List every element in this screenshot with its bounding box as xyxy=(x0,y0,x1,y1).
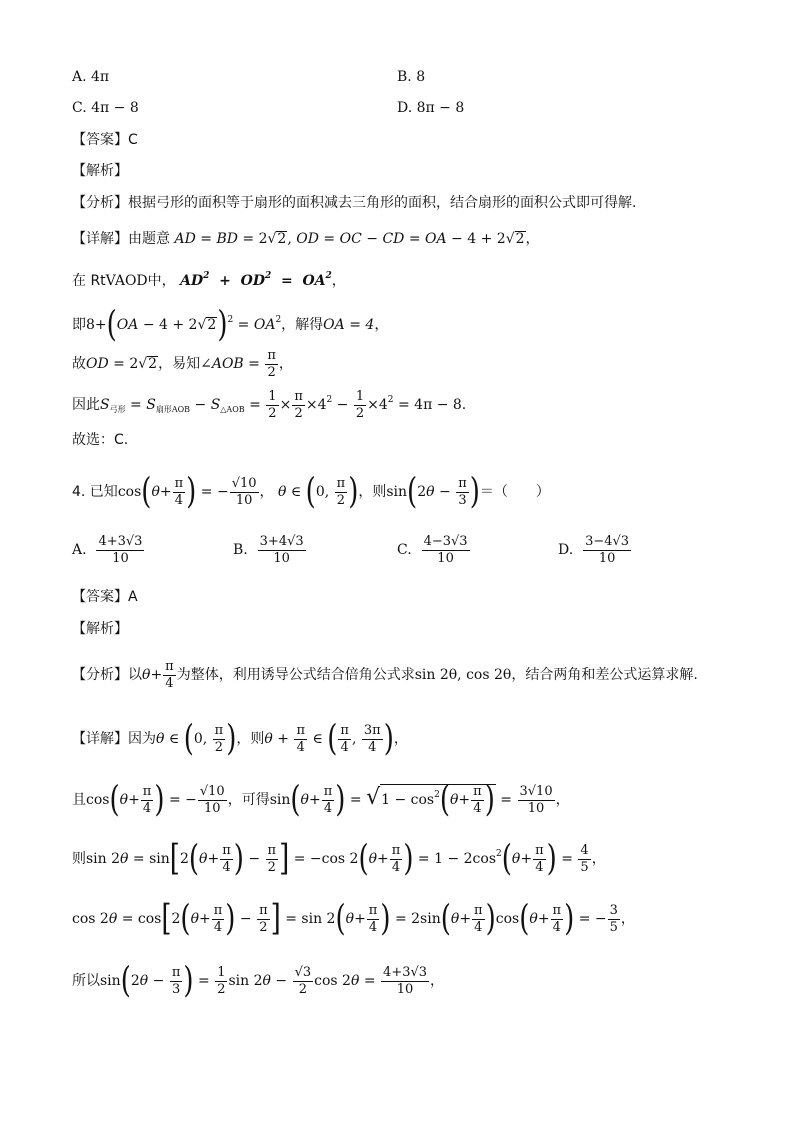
sub-tri: △AOB xyxy=(220,405,245,415)
sub-shan: 扇形AOB xyxy=(155,405,191,415)
q4-option-a xyxy=(72,535,145,565)
line2-suffix: ， xyxy=(331,273,346,289)
xiangjie-line-4: 故OD = 2√2，易知∠AOB = $\frac{\pi}{2}$ ， xyxy=(72,348,293,380)
option-a: A. 4π xyxy=(72,69,110,85)
q4-l2-pre: 且 xyxy=(72,792,86,809)
line1-math: AD xyxy=(174,231,196,247)
q4-l5-pre: 所以 xyxy=(72,973,100,990)
q4-xiangjie-line-3: 则sin 2θ = sin[2(θ+ $\frac{\pi}{4}$ ) − $\frac{\pi}{2}$ ] = −cos 2(θ+ $\frac{\pi}{4}$ ) = $1 - 2\cos^2(\theta+$ $\frac{\pi}{4}$ ) = $\frac{4}{5}$ ， xyxy=(72,838,606,880)
q4-l2-post: ， xyxy=(555,792,570,809)
q4-opt-a-den: 10 xyxy=(112,550,129,566)
q4-l2-mid: ，可得 xyxy=(227,792,270,809)
q4-xiangjie-line-4: cos 2θ = cos[2(θ+ $\frac{\pi}{4}$ ) − $\frac{\pi}{2}$ ] = sin 2(θ+ $\frac{\pi}{4}$ ) = 2sin(θ+ $\frac{\pi}{4}$ )cos(θ+ $\frac{\pi}{4}$ ) = − $\frac{3}{5}$ ， xyxy=(72,898,635,940)
q4-opt-a-label: A. xyxy=(72,542,87,559)
q4-l1-pre: 因为 xyxy=(128,731,156,748)
line3-math2: OA = 4 xyxy=(323,317,375,333)
xiangjie-tag: 【详解】 xyxy=(72,231,128,247)
conclusion: 故选：C. xyxy=(72,432,129,448)
xiangjie-line-3: 即$8+(OA - 4 + 2√2)^2 = OA^2$，解得OA = 4， xyxy=(72,304,389,346)
line2-prefix: 在 Rt xyxy=(72,273,106,289)
xiangjie-line-1: 【详解】由题意 AD = BD = 2√2, OD = OC − CD = OA − 4 + 2√2， xyxy=(72,231,540,247)
q4-analysis-tag: 【解析】 xyxy=(72,621,128,637)
q4-opt-b-den: 10 xyxy=(273,550,290,566)
line4-mid: ，易知 xyxy=(158,356,201,373)
q4-l1-post: ， xyxy=(393,731,408,748)
q4-mid1: ， xyxy=(259,484,274,501)
fenxi-tag: 【分析】 xyxy=(72,195,128,211)
q4-xiangjie-line-5: 所以sin(2θ − $\frac{\pi}{3}$ ) = $\frac{1}{2}$ sin 2θ − $\frac{√3}{2}$ cos 2θ = $\frac{4+3√3}{10}$ ， xyxy=(72,960,445,1002)
line4-math: OD xyxy=(86,356,109,373)
q4-opt-d-den: 10 xyxy=(598,550,616,566)
xiangjie-line-5: 因此$S_{弓形} = S_{扇形AOB} - S_{\triangle AOB}$ = $\frac{1}{2}$ × $\frac{\pi}{2}$ $\times 4^2$ − $\frac{1}{2}$ $\times 4^2 = 4\pi - 8$. xyxy=(72,389,467,421)
q4-l5-post: ， xyxy=(430,973,445,990)
q4-opt-c-num: 4−3√3 xyxy=(423,534,468,549)
q4-xiangjie-tag: 【详解】 xyxy=(72,731,128,748)
q4-xiangjie-line-2: 且cos(θ+ $\frac{\pi}{4}$ ) = − $\frac{√10}{10}$ ，可得sin(θ+ $\frac{\pi}{4}$ ) = $√1 - \cos^2(\theta+$ $\frac{\pi}{4}$ ) = $\frac{3√10}{10}$ ， xyxy=(72,779,570,821)
line4-suffix: ， xyxy=(278,356,293,373)
q4-fenxi-mid: 为整体，利用诱导公式结合倍角公式求 xyxy=(176,667,415,684)
q4-opt-b-num: 3+4√3 xyxy=(259,534,304,549)
q4-blank: ＝（ ） xyxy=(479,484,550,501)
line1-prefix: 由题意 xyxy=(128,231,170,247)
line5-tail: = 4π − 8. xyxy=(397,397,467,414)
option-d: D. 8π − 8 xyxy=(397,100,465,116)
q4-xiangjie-line-1: 【详解】因为θ ∈ (0, $\frac{\pi}{2}$ )，则θ + $\frac{\pi}{4}$ ∈ ( $\frac{\pi}{4}$ , $\frac{3\pi}{4}$ )， xyxy=(72,718,408,760)
q4-fenxi-line: 【分析】以θ+ $\frac{\pi}{4}$ 为整体，利用诱导公式结合倍角公式求sin 2θ, cos 2θ，结合两角和差公式运算求解. xyxy=(72,659,698,691)
answer-line: 【答案】C xyxy=(72,132,138,148)
q4-mid2: ，则 xyxy=(358,484,387,501)
xiangjie-line-2 xyxy=(72,272,346,288)
line5-prefix: 因此 xyxy=(72,397,100,414)
line3-prefix: 即 xyxy=(72,317,86,333)
q4-opt-d-label: D. xyxy=(558,542,574,559)
fenxi-text: 根据弓形的面积等于扇形的面积减去三角形的面积，结合扇形的面积公式即可得解. xyxy=(128,195,637,211)
line2-mid: 中， xyxy=(147,273,176,289)
q4-option-d xyxy=(558,535,632,565)
q4-opt-d-num: 3−4√3 xyxy=(585,534,630,549)
q4-number: 4. 已知 xyxy=(72,484,118,501)
q4-opt-c-label: C. xyxy=(397,542,412,559)
line3-mid: ，解得 xyxy=(281,317,324,333)
q4-fenxi-post: ，结合两角和差公式运算求解. xyxy=(511,667,698,684)
q4-opt-a-num: 4+3√3 xyxy=(98,534,143,549)
line2-tri: VAOD xyxy=(105,273,148,289)
sub-gong: 弓形 xyxy=(109,405,126,415)
line3-suffix: ， xyxy=(374,317,389,333)
q4-answer: 【答案】A xyxy=(72,589,138,605)
q4-l3-pre: 则 xyxy=(72,851,86,868)
option-c: C. 4π − 8 xyxy=(72,100,139,116)
analysis-tag: 【解析】 xyxy=(72,163,128,179)
q4-fenxi-tag: 【分析】 xyxy=(72,667,128,684)
line2-math: $AD^2 + OD^2 = OA^2$ xyxy=(180,271,332,289)
line4-prefix: 故 xyxy=(72,356,86,373)
q4-opt-b-label: B. xyxy=(233,542,248,559)
option-b: B. 8 xyxy=(397,69,426,85)
q4-l3-post: ， xyxy=(591,851,606,868)
q4-opt-c-den: 10 xyxy=(437,550,454,566)
q4-l1-mid: ，则 xyxy=(236,731,265,748)
line1-suffix: ， xyxy=(525,231,540,247)
fenxi-line xyxy=(72,196,636,210)
q4-fenxi-math: sin 2θ, cos 2θ xyxy=(414,667,512,684)
q4-stem: 4. 已知cos(θ+ $\frac{\pi}{4}$ ) = − $\frac{√10}{10}$ ， θ ∈ (0, $\frac{\pi}{2}$ )，则sin(2θ − $\frac{\pi}{3}$ )＝（ ） xyxy=(72,471,550,513)
q4-l4-post: ， xyxy=(620,911,635,928)
q4-option-b xyxy=(233,535,307,565)
q4-option-c xyxy=(397,535,471,565)
q4-fenxi-pre: 以 xyxy=(128,667,142,684)
